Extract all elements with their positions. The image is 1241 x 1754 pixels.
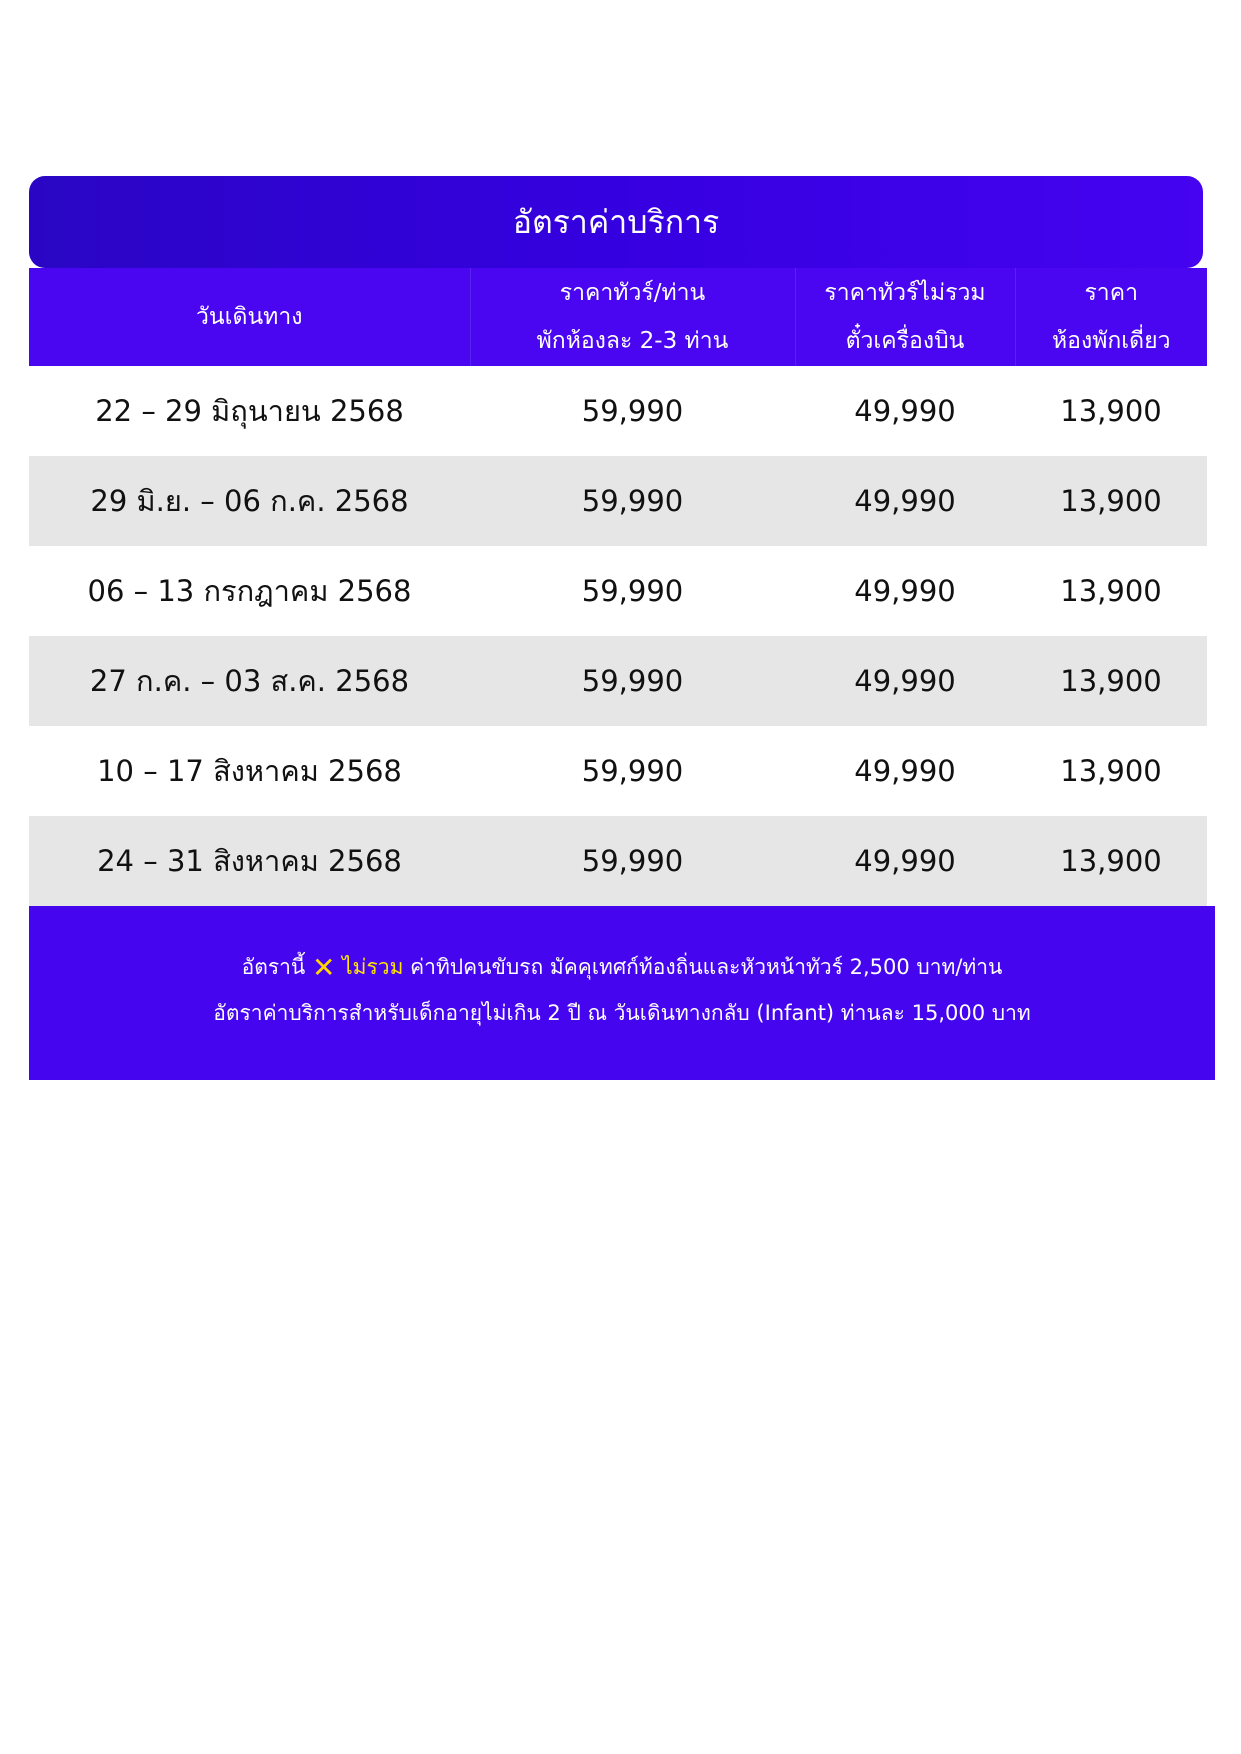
header-single-room bbox=[1015, 268, 1207, 366]
single-room-cell: 13,900 bbox=[1015, 816, 1207, 906]
no-flight-price-cell: 49,990 bbox=[795, 366, 1015, 456]
tour-price-cell: 59,990 bbox=[470, 636, 795, 726]
travel-date-cell: 06 – 13 กรกฎาคม 2568 bbox=[29, 546, 470, 636]
tour-price-cell: 59,990 bbox=[470, 816, 795, 906]
travel-date-cell: 22 – 29 มิถุนายน 2568 bbox=[29, 366, 470, 456]
travel-date-cell: 24 – 31 สิงหาคม 2568 bbox=[29, 816, 470, 906]
table-row bbox=[29, 726, 1207, 816]
no-flight-price-cell: 49,990 bbox=[795, 816, 1015, 906]
table-title: อัตราค่าบริการ bbox=[29, 176, 1203, 268]
no-flight-price-cell: 49,990 bbox=[795, 726, 1015, 816]
header-tour-price bbox=[470, 268, 795, 366]
table-header-row bbox=[29, 268, 1207, 366]
note-exclusion bbox=[29, 952, 1215, 983]
header-line: ราคา bbox=[1084, 280, 1139, 306]
table-row bbox=[29, 366, 1207, 456]
header-travel-date bbox=[29, 268, 470, 366]
note-prefix: อัตรานี้ bbox=[241, 955, 306, 979]
note-excluded-label: ไม่รวม bbox=[342, 955, 404, 979]
no-flight-price-cell: 49,990 bbox=[795, 456, 1015, 546]
single-room-cell: 13,900 bbox=[1015, 636, 1207, 726]
price-table bbox=[29, 268, 1207, 906]
header-price-no-flight bbox=[795, 268, 1015, 366]
header-line: ตั๋วเครื่องบิน bbox=[845, 328, 965, 354]
table-row bbox=[29, 546, 1207, 636]
table-row bbox=[29, 456, 1207, 546]
no-flight-price-cell: 49,990 bbox=[795, 636, 1015, 726]
note-infant-price: อัตราค่าบริการสำหรับเด็กอายุไม่เกิน 2 ปี ณ วันเดินทางกลับ (Infant) ท่านละ 15,000 บาท bbox=[213, 1001, 1031, 1025]
notes-box bbox=[29, 906, 1215, 1080]
cross-icon: ✕ bbox=[311, 951, 336, 984]
single-room-cell: 13,900 bbox=[1015, 456, 1207, 546]
header-line: พักห้องละ 2-3 ท่าน bbox=[536, 328, 729, 354]
tour-price-cell: 59,990 bbox=[470, 546, 795, 636]
single-room-cell: 13,900 bbox=[1015, 546, 1207, 636]
table-row bbox=[29, 636, 1207, 726]
header-line: ห้องพักเดี่ยว bbox=[1052, 328, 1171, 354]
no-flight-price-cell: 49,990 bbox=[795, 546, 1015, 636]
note-exclusion-detail: ค่าทิปคนขับรถ มัคคุเทศก์ท้องถิ่นและหัวหน้าทัวร์ 2,500 บาท/ท่าน bbox=[410, 955, 1003, 979]
tour-price-cell: 59,990 bbox=[470, 456, 795, 546]
header-line: ราคาทัวร์ไม่รวม bbox=[824, 280, 986, 306]
tour-price-cell: 59,990 bbox=[470, 366, 795, 456]
header-line: วันเดินทาง bbox=[196, 304, 303, 330]
single-room-cell: 13,900 bbox=[1015, 726, 1207, 816]
tour-price-cell: 59,990 bbox=[470, 726, 795, 816]
travel-date-cell: 27 ก.ค. – 03 ส.ค. 2568 bbox=[29, 636, 470, 726]
header-line: ราคาทัวร์/ท่าน bbox=[559, 280, 706, 306]
travel-date-cell: 10 – 17 สิงหาคม 2568 bbox=[29, 726, 470, 816]
travel-date-cell: 29 มิ.ย. – 06 ก.ค. 2568 bbox=[29, 456, 470, 546]
table-row bbox=[29, 816, 1207, 906]
single-room-cell: 13,900 bbox=[1015, 366, 1207, 456]
